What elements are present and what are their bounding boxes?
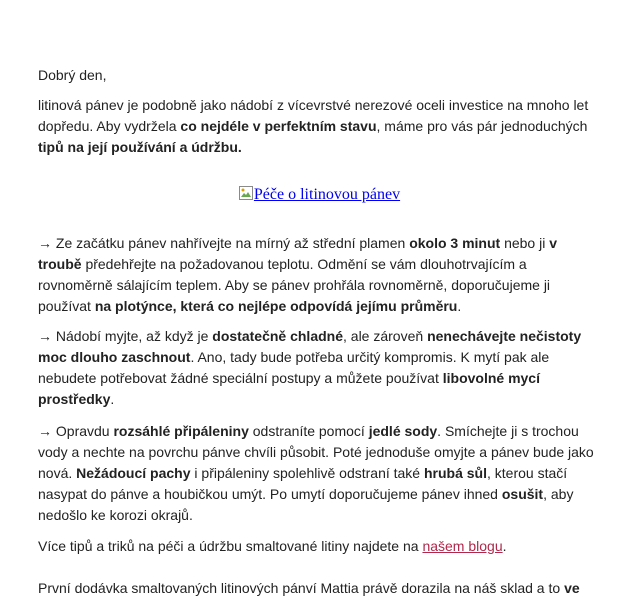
shipment-paragraph xyxy=(38,578,600,599)
tip-text: nebo ji xyxy=(500,235,550,251)
tip-bold: jedlé sody xyxy=(368,423,438,439)
greeting: Dobrý den, xyxy=(38,67,107,83)
more-tips-paragraph xyxy=(38,536,600,557)
tip-text: . Smíchejte ji s trochou vody a nechte na povrchu pánve chvíli působit. Poté jednoduše omyjte a pánev bude jako nová. xyxy=(38,423,594,481)
tip-paragraph xyxy=(38,326,600,410)
tip-text: , kterou stačí nasypat do pánve a houbičkou umýt. Po umytí doporučujeme pánev ihned xyxy=(38,465,568,502)
arrow-icon: → xyxy=(38,235,52,251)
tip-bold: nenechávejte nečistoty moc dlouho zaschnout xyxy=(38,328,582,365)
arrow-icon: → xyxy=(38,328,52,344)
tip-text: Nádobí myjte, až když je xyxy=(52,328,213,344)
image-placeholder xyxy=(38,185,600,204)
tip-text: Opravdu xyxy=(52,423,114,439)
arrow-icon: → xyxy=(38,423,52,439)
tip-text: Ze začátku pánev nahřívejte na mírný až střední plamen xyxy=(52,235,410,251)
more-text: Více tipů a triků na péči a údržbu smaltované litiny najdete na xyxy=(38,538,423,554)
tip-bold: hrubá sůl xyxy=(423,465,487,481)
tip-paragraph xyxy=(38,233,600,317)
tip-text: . xyxy=(457,298,462,314)
tip-bold: na plotýnce, která co nejlépe odpovídá jejímu průměru xyxy=(94,298,458,314)
image-alt-text: Péče o litinovou pánev xyxy=(253,186,401,203)
tip-bold: dostatečně chladné xyxy=(212,328,343,344)
tip-paragraph xyxy=(38,421,600,526)
broken-image-icon xyxy=(238,185,254,201)
intro-bold: tipů na její používání a údržbu. xyxy=(38,139,242,155)
tip-text: předehřejte na požadovanou teplotu. Odmění se vám dlouhotrvajícím a rovnoměrně sálajícím teplem. Aby se pánev prohřála rovnoměrně, doporučujeme ji používat xyxy=(38,256,551,314)
intro-paragraph xyxy=(38,95,600,158)
tip-bold: okolo 3 minut xyxy=(409,235,501,251)
tip-text: i připáleniny spolehlivě odstraní také xyxy=(190,465,424,481)
tip-text: . xyxy=(110,391,115,407)
care-image-link[interactable] xyxy=(238,186,400,203)
tip-text: odstraníte pomocí xyxy=(248,423,369,439)
tip-text: , ale zároveň xyxy=(343,328,428,344)
intro-text: litinová pánev je podobně jako nádobí z vícevrstvé nerezové oceli investice na mnoho let dopředu. Aby vydržela xyxy=(38,97,589,134)
tip-text: . Ano, tady bude potřeba určitý kompromis. K mytí pak ale nebudete potřebovat žádné speciální postupy a můžete používat xyxy=(38,349,550,386)
blog-link[interactable]: našem blogu xyxy=(422,538,503,554)
shipment-bold: ve xyxy=(564,580,580,596)
tip-text: , aby nedošlo ke korozi okrajů. xyxy=(38,486,574,523)
tip-bold: libovolné mycí prostředky xyxy=(38,370,540,407)
tip-bold: osušit xyxy=(501,486,544,502)
tip-bold: rozsáhlé připáleniny xyxy=(113,423,249,439)
tip-bold: Nežádoucí pachy xyxy=(76,465,191,481)
shipment-text: První dodávka smaltovaných litinových pánví Mattia právě dorazila na náš sklad a to xyxy=(38,580,565,596)
intro-bold: co nejdéle v perfektním stavu xyxy=(180,118,377,134)
more-text: . xyxy=(502,538,507,554)
tip-bold: v troubě xyxy=(38,235,558,272)
intro-text: , máme pro vás pár jednoduchých xyxy=(376,118,588,134)
